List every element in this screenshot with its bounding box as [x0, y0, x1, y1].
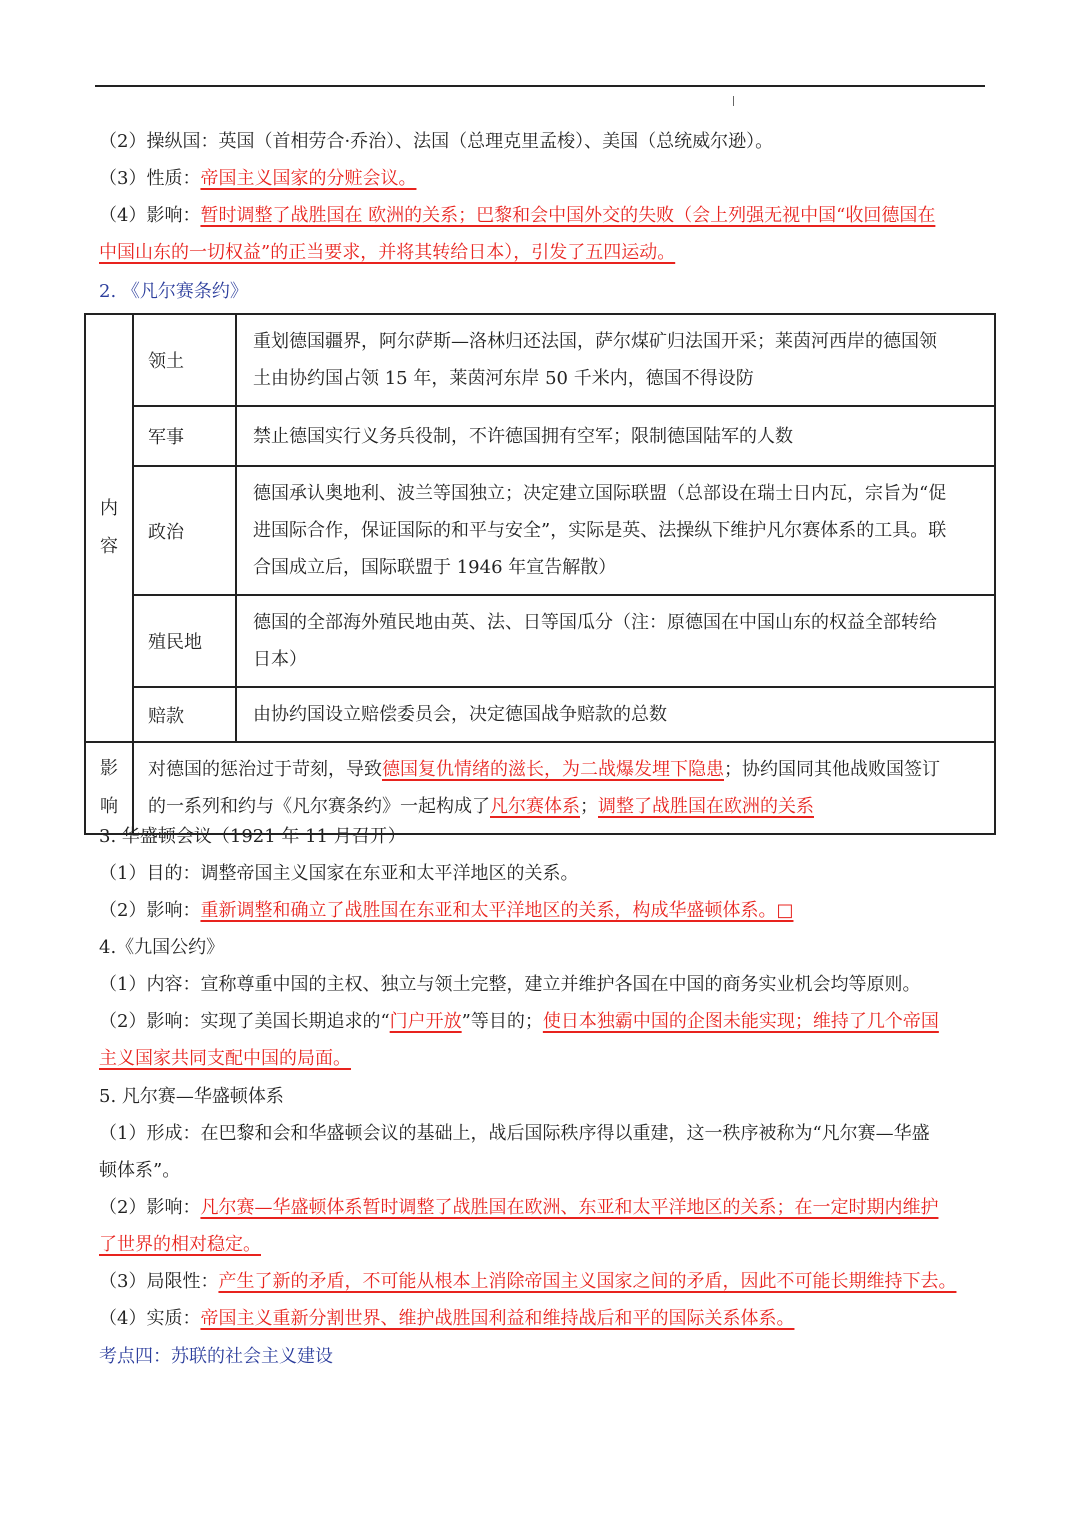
washington-heading: 3. 华盛顿会议（1921 年 11 月召开）	[99, 826, 406, 847]
highlight: 调整了战胜国在欧洲的关系	[598, 796, 814, 817]
highlight: 凡尔赛—华盛顿体系暂时调整了战胜国在欧洲、东亚和太平洋地区的关系；在一定时期内维护	[200, 1197, 939, 1218]
table-row	[85, 314, 995, 406]
text: 英国（首相劳合·乔治）、法国（总理克里孟梭）、美国（总统威尔逊）。	[218, 131, 774, 152]
row-text	[236, 687, 995, 742]
nine-power-impact-line	[99, 1009, 989, 1035]
row-text	[236, 466, 995, 595]
next-section-heading: 考点四：苏联的社会主义建设	[99, 1346, 333, 1367]
paris-impact-line-cont	[99, 240, 989, 266]
highlight: 产生了新的矛盾，不可能从根本上消除帝国主义国家之间的矛盾，因此不可能长期维持下去。	[218, 1271, 957, 1292]
impact-category-cell	[85, 742, 133, 834]
system-impact-line-cont	[99, 1232, 989, 1258]
row-text	[236, 314, 995, 406]
system-heading: 5. 凡尔赛—华盛顿体系	[99, 1086, 284, 1107]
header-tick-mark	[733, 96, 734, 106]
row-label: 领土	[133, 314, 236, 406]
highlight: 使日本独霸中国的企图未能实现；维持了几个帝国	[542, 1011, 939, 1032]
table-row	[85, 687, 995, 742]
system-limitation-line	[99, 1269, 989, 1295]
system-formation-line-cont: 顿体系”。	[99, 1160, 181, 1181]
table-row	[85, 406, 995, 466]
text-line: 日本）	[253, 649, 307, 670]
label: （3）性质：	[99, 168, 201, 189]
system-formation-line: （1）形成：在巴黎和会和华盛顿会议的基础上，战后国际秩序得以重建，这一秩序被称为“凡尔赛—华盛	[99, 1123, 930, 1144]
label: （4）影响：	[99, 205, 201, 226]
text-line: 德国的全部海外殖民地由英、法、日等国瓜分（注：原德国在中国山东的权益全部转给	[253, 612, 937, 633]
versailles-table	[84, 313, 996, 835]
text-line: 重划德国疆界，阿尔萨斯—洛林归还法国，萨尔煤矿归法国开采；莱茵河西岸的德国领	[253, 331, 937, 352]
row-text	[236, 406, 995, 466]
text: ”等目的；	[461, 1011, 543, 1032]
text-line: 由协约国设立赔偿委员会，决定德国战争赔款的总数	[253, 704, 667, 725]
highlight: 中国山东的一切权益”的正当要求，并将其转给日本），引发了五四运动。	[99, 242, 676, 263]
paris-operators-line	[99, 129, 989, 155]
versailles-heading: 2. 《凡尔赛条约》	[99, 281, 248, 302]
highlight: 帝国主义国家的分赃会议。	[200, 168, 417, 189]
char: 影	[100, 758, 118, 779]
paris-nature-line	[99, 166, 989, 192]
highlight: 暂时调整了战胜国在 欧洲的关系；巴黎和会中国外交的失败（会上列强无视中国“收回德国在	[200, 205, 936, 226]
system-impact-line	[99, 1195, 989, 1221]
nine-power-impact-line-cont	[99, 1046, 989, 1072]
paris-impact-line	[99, 203, 989, 229]
row-label: 政治	[133, 466, 236, 595]
table-row	[85, 595, 995, 687]
content-category-cell	[85, 314, 133, 742]
impact-text	[133, 742, 995, 834]
row-label: 军事	[133, 406, 236, 466]
text-line: 土由协约国占领 15 年，莱茵河东岸 50 千米内，德国不得设防	[253, 368, 754, 389]
row-label: 赔款	[133, 687, 236, 742]
char: 容	[100, 536, 118, 557]
text-line: 进国际合作，保证国际的和平与安全”，实际是英、法操纵下维护凡尔赛体系的工具。联	[253, 520, 947, 541]
nine-power-heading: 4.《九国公约》	[99, 937, 225, 958]
text: 的一系列和约与《凡尔赛条约》一起构成了	[148, 796, 490, 817]
highlight: 了世界的相对稳定。	[99, 1234, 261, 1255]
table-row	[85, 466, 995, 595]
text-line	[148, 788, 980, 825]
label: （2）操纵国：	[99, 131, 219, 152]
row-label: 殖民地	[133, 595, 236, 687]
highlight: 德国复仇情绪的滋长，为二战爆发埋下隐患	[382, 759, 724, 780]
washington-impact-line	[99, 898, 989, 924]
highlight: 重新调整和确立了战胜国在东亚和太平洋地区的关系，构成华盛顿体系。□	[200, 900, 794, 921]
washington-goal-line: （1）目的：调整帝国主义国家在东亚和太平洋地区的关系。	[99, 863, 579, 884]
header-rule	[95, 85, 985, 87]
text: ；协约国同其他战败国签订	[724, 759, 940, 780]
label: （4）实质：	[99, 1308, 201, 1329]
nine-power-content-line: （1）内容：宣称尊重中国的主权、独立与领土完整，建立并维护各国在中国的商务实业机会均等原则。	[99, 974, 921, 995]
highlight: 门户开放	[389, 1011, 462, 1032]
label: （3）局限性：	[99, 1271, 219, 1292]
highlight: 帝国主义重新分割世界、维护战胜国利益和维持战后和平的国际关系体系。	[200, 1308, 795, 1329]
char: 内	[100, 498, 118, 519]
text-line: 禁止德国实行义务兵役制，不许德国拥有空军；限制德国陆军的人数	[253, 425, 793, 447]
row-text	[236, 595, 995, 687]
highlight: 凡尔赛体系	[490, 796, 580, 817]
system-essence-line	[99, 1306, 989, 1332]
label: （2）影响：	[99, 1197, 201, 1218]
text: 对德国的惩治过于苛刻，导致	[148, 759, 382, 780]
text: ；	[580, 796, 598, 817]
text-line: 德国承认奥地利、波兰等国独立；决定建立国际联盟（总部设在瑞士日内瓦，宗旨为“促	[253, 483, 947, 504]
label: （2）影响：实现了美国长期追求的“	[99, 1011, 390, 1032]
text-line	[148, 751, 980, 788]
highlight: 主义国家共同支配中国的局面。	[99, 1048, 351, 1069]
table-row	[85, 742, 995, 834]
text-line: 合国成立后，国际联盟于 1946 年宣告解散）	[253, 557, 617, 578]
char: 响	[100, 796, 118, 817]
label: （2）影响：	[99, 900, 201, 921]
